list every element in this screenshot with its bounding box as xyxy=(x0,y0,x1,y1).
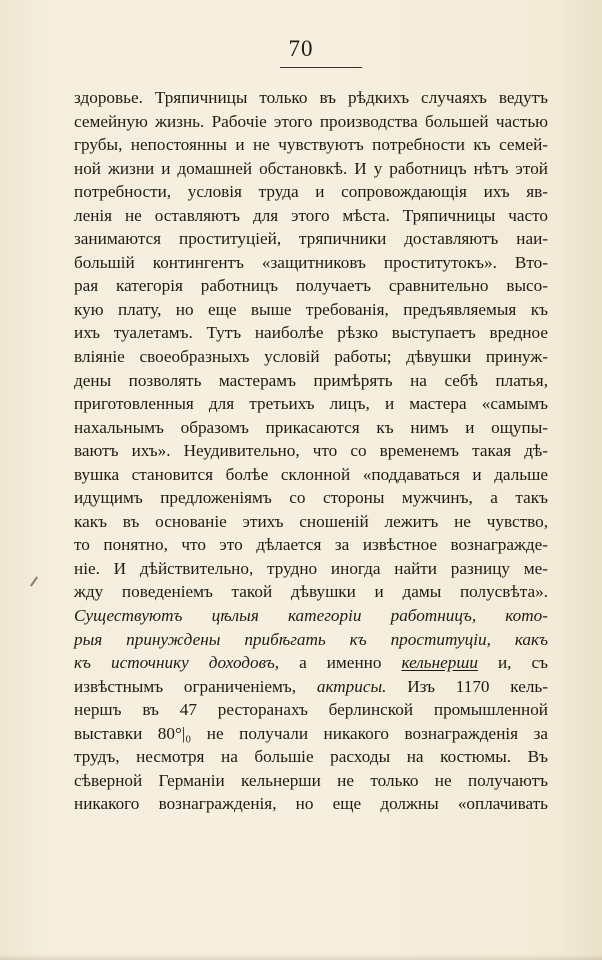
text-line: жду поведеніемъ такой дѣвушки и дамы полусвѣта». xyxy=(74,582,548,602)
text-line: семейную жизнь. Рабочіе этого производства большей частью xyxy=(74,111,548,131)
text-line: идущимъ предложеніямъ со стороны мужчинъ, а такъ xyxy=(74,488,548,508)
body-text xyxy=(74,86,548,816)
text-line: ихъ туалетамъ. Тутъ наиболѣе рѣзко выступаетъ вредное xyxy=(74,323,548,343)
text-line: нершъ въ 47 ресторанахъ берлинской промышленной xyxy=(74,700,548,720)
text-phrase: а именно xyxy=(279,653,402,673)
text-phrase: Изъ 1170 кель- xyxy=(386,676,548,696)
text-line: приготовленныя для третьихъ лицъ, и мастера «самымъ xyxy=(74,394,548,414)
text-line: никакого вознагражденія, но еще должны «оплачивать xyxy=(74,794,548,814)
text-line: трудъ, несмотря на большіе расходы на костюмы. Въ xyxy=(74,747,548,767)
italic-text-line: Существуютъ цѣлыя категоріи работницъ, кото- xyxy=(74,606,548,626)
text-line: кую плату, но еще выше требованія, предъявляемыя къ xyxy=(74,299,548,319)
text-line: выставки 80°|₀ не получали никакого вознагражденія за xyxy=(74,723,548,743)
mixed-text-line xyxy=(74,651,548,675)
italic-phrase: актрисы. xyxy=(316,676,387,696)
text-line: здоровье. Тряпичницы только въ рѣдкихъ случаяхъ ведутъ xyxy=(74,88,548,107)
text-line: ной жизни и домашней обстановкѣ. И у работницъ нѣтъ этой xyxy=(74,158,548,178)
italic-phrase: кельнерши xyxy=(401,653,478,673)
text-line: ніе. И дѣйствительно, трудно иногда найти разницу ме- xyxy=(74,558,548,578)
text-line: какъ въ основаніе этихъ сношеній лежитъ не чувство, xyxy=(74,511,548,531)
text-line: занимаются проституціей, тряпичники доставляютъ наи- xyxy=(74,229,548,249)
page-bottom-edge xyxy=(0,954,602,960)
text-phrase: извѣстнымъ ограниченіемъ, xyxy=(74,676,317,696)
text-line: потребности, условія труда и сопровождающія ихъ яв- xyxy=(74,182,548,202)
page-number-rule xyxy=(280,67,362,68)
text-line: грубы, непостоянны и не чувствуютъ потребности къ семей- xyxy=(74,135,548,155)
text-line: нахальнымъ образомъ прикасаются къ нимъ и ощупы- xyxy=(74,417,548,437)
text-line: рая категорія работницъ получаетъ сравнительно высо- xyxy=(74,276,548,296)
page-number: 70 xyxy=(288,36,314,61)
mixed-text-line xyxy=(74,675,548,699)
text-line: дены позволять мастерамъ примѣрять на себѣ платья, xyxy=(74,370,548,390)
text-line: большій контингентъ «защитниковъ проститутокъ». Вто- xyxy=(74,252,548,272)
text-line: вліяніе своеобразныхъ условій работы; дѣвушки принуж- xyxy=(74,347,548,367)
margin-pencil-mark xyxy=(30,576,38,586)
italic-phrase: къ источнику доходовъ, xyxy=(74,653,280,673)
text-line: сѣверной Германіи кельнерши не только не получаютъ xyxy=(74,770,548,790)
italic-text-line: рыя принуждены прибѣгать къ проституціи, какъ xyxy=(74,629,548,649)
text-line: ваютъ ихъ». Неудивительно, что со временемъ такая дѣ- xyxy=(74,441,548,461)
text-phrase: и, съ xyxy=(477,653,548,673)
text-line: то понятно, что это дѣлается за извѣстное вознагражде- xyxy=(74,535,548,555)
text-line: ленія не оставляютъ для этого мѣста. Тряпичницы часто xyxy=(74,205,548,225)
text-line: вушка становится болѣе склонной «поддаваться и дальше xyxy=(74,464,548,484)
